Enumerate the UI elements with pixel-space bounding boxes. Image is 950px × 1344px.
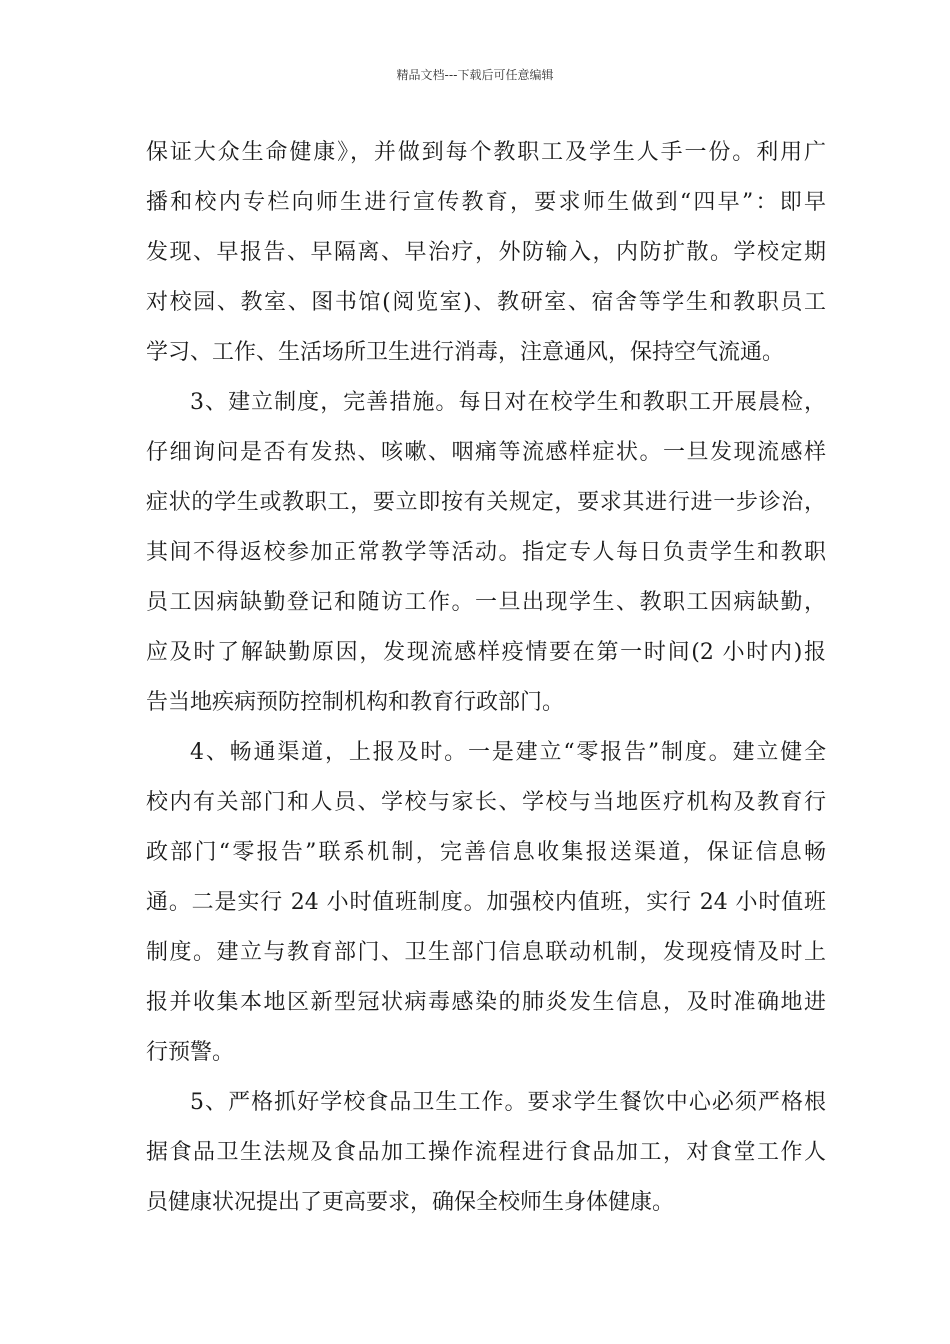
body-text-line: 员健康状况提出了更高要求，确保全校师生身体健康。 [146,1190,675,1215]
body-text-line: 政部门“零报告”联系机制，完善信息收集报送渠道，保证信息畅 [146,840,826,865]
body-text-line: 校内有关部门和人员、学校与家长、学校与当地医疗机构及教育行 [146,790,826,815]
body-text-line: 应及时了解缺勤原因，发现流感样疫情要在第一时间(2 小时内)报 [146,640,826,665]
body-text-line: 报并收集本地区新型冠状病毒感染的肺炎发生信息，及时准确地进 [146,990,826,1015]
body-text-line: 员工因病缺勤登记和随访工作。一旦出现学生、教职工因病缺勤， [146,590,826,615]
body-text-line: 保证大众生命健康》，并做到每个教职工及学生人手一份。利用广 [146,140,826,165]
body-text-line: 其间不得返校参加正常教学等活动。指定专人每日负责学生和教职 [146,540,826,565]
body-text-line: 5、严格抓好学校食品卫生工作。要求学生餐饮中心必须严格根 [190,1090,826,1115]
body-text-line: 学习、工作、生活场所卫生进行消毒，注意通风，保持空气流通。 [146,340,785,365]
body-text-line: 行预警。 [146,1040,235,1065]
body-text-line: 4、畅通渠道，上报及时。一是建立“零报告”制度。建立健全 [190,740,826,765]
body-text-line: 告当地疾病预防控制机构和教育行政部门。 [146,690,565,715]
body-text-line: 据食品卫生法规及食品加工操作流程进行食品加工，对食堂工作人 [146,1140,826,1165]
body-text-line: 制度。建立与教育部门、卫生部门信息联动机制，发现疫情及时上 [146,940,826,965]
body-text-line: 通。二是实行 24 小时值班制度。加强校内值班，实行 24 小时值班 [146,890,826,915]
body-text-line: 3、建立制度，完善措施。每日对在校学生和教职工开展晨检， [190,390,826,415]
page-header: 精品文档---下载后可任意编辑 [396,68,554,82]
document-body [146,128,826,1228]
body-text-line: 症状的学生或教职工，要立即按有关规定，要求其进行进一步诊治， [146,490,826,515]
body-text-line: 发现、早报告、早隔离、早治疗，外防输入，内防扩散。学校定期 [146,240,826,265]
body-text-line: 播和校内专栏向师生进行宣传教育，要求师生做到“四早”：即早 [146,190,826,215]
body-text-line: 仔细询问是否有发热、咳嗽、咽痛等流感样症状。一旦发现流感样 [146,440,826,465]
body-text-line: 对校园、教室、图书馆(阅览室)、教研室、宿舍等学生和教职员工 [146,290,826,315]
